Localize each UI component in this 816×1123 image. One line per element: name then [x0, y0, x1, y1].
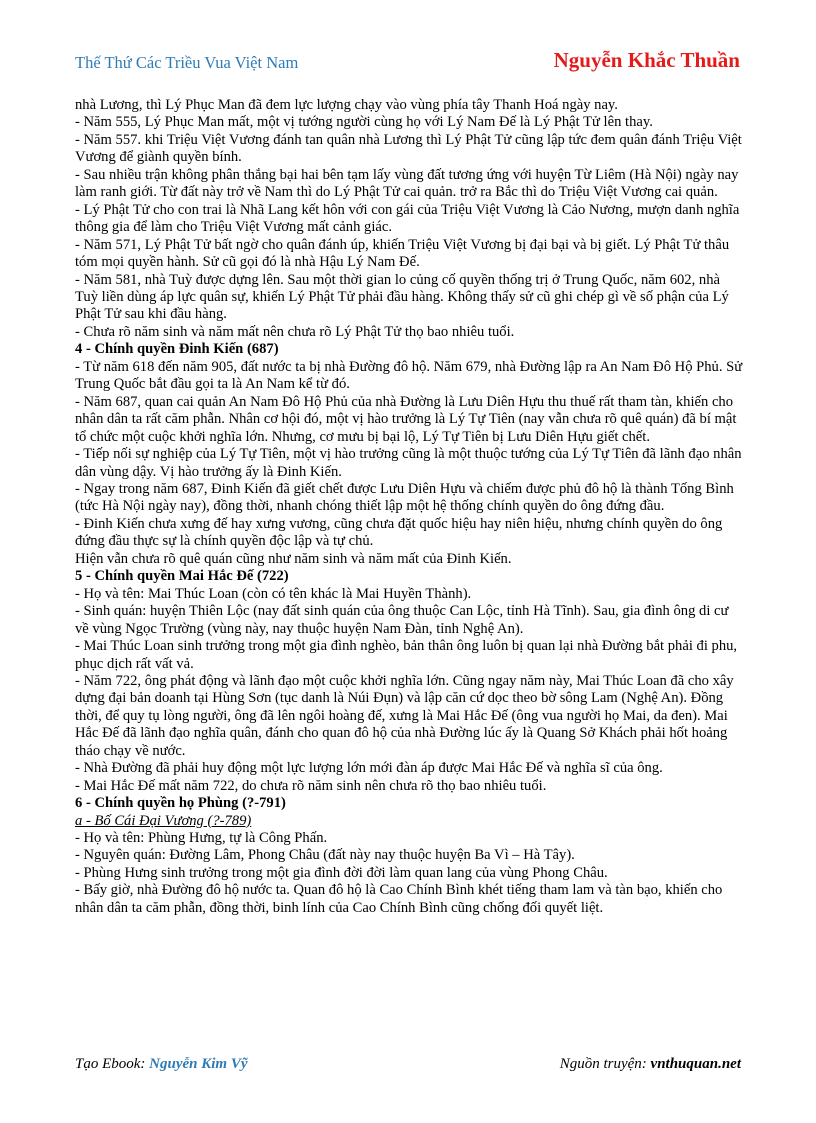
paragraph: - Tiếp nối sự nghiệp của Lý Tự Tiên, một vị hào trưởng cũng là một thuộc tướng của Lý Tự Tiên đã lãnh đạo nhân dân vùng dậy. Vị hào trưởng ấy là Đinh Kiến. [75, 446, 742, 480]
section-heading: 4 - Chính quyền Đinh Kiến (687) [75, 341, 279, 358]
section-heading: 6 - Chính quyền họ Phùng (?-791) [75, 795, 286, 812]
paragraph: - Từ năm 618 đến năm 905, đất nước ta bị nhà Đường đô hộ. Năm 679, nhà Đường lập ra An Nam Đô Hộ Phủ. Sử Trung Quốc bắt đầu gọi ta là An Nam kể từ đó. [75, 358, 743, 393]
paragraph: - Năm 722, ông phát động và lãnh đạo một cuộc khởi nghĩa lớn. Cũng ngay năm này, Mai Thúc Loan đã cho xây dựng đại bản doanh tại Hùng Sơn (tục danh là Núi Đụn) và lập căn cứ dọc theo bờ sông Lam (Nghệ An). Đồng thời, để quy tụ lòng người, ông đã lên ngôi hoàng đế, xưng là Mai Hắc Đế (ông vua người họ Mai, da đen). Mai Hắc Đế đã lãnh đạo nghĩa quân, đánh cho quan đô hộ của nhà Đường lúc ấy là Quang Sở Khách phải hốt hoảng tháo chạy về nước. [75, 672, 734, 759]
source-site: vnthuquan.net [650, 1056, 741, 1072]
source-label: Nguồn truyện [559, 1056, 642, 1072]
paragraph: - Sau nhiều trận không phân thắng bại hai bên tạm lấy vùng đất tương ứng với huyện Từ Liêm (Hà Nội) ngày nay làm ranh giới. Từ đất này trở về Nam thì do Lý Phật Tử cai quản. trở ra Bắc thì do Triệu Việt Vương cai quản. [75, 166, 739, 201]
paragraph: - Họ và tên: Phùng Hưng, tự là Công Phấn. [75, 830, 328, 847]
paragraph: Hiện vẫn chưa rõ quê quán cũng như năm sinh và năm mất của Đinh Kiến. [75, 550, 512, 567]
paragraph: - Họ và tên: Mai Thúc Loan (còn có tên khác là Mai Huyền Thành). [75, 585, 472, 602]
page-footer [75, 1056, 741, 1076]
source-separator: : [641, 1056, 651, 1072]
section-subheading: a - Bố Cái Đại Vương (?-789) [75, 812, 252, 829]
paragraph: - Đinh Kiến chưa xưng đế hay xưng vương, cũng chưa đặt quốc hiệu hay niên hiệu, nhưng chính quyền do ông đứng đầu thực sự là chính quyền độc lập và tự chủ. [75, 515, 723, 550]
paragraph: - Phùng Hưng sinh trưởng trong một gia đình đời đời làm quan lang của vùng Phong Châu. [75, 864, 608, 881]
paragraph: - Lý Phật Tử cho con trai là Nhã Lang kết hôn với con gái của Triệu Việt Vương là Cảo Nương, mượn danh nghĩa thông gia để làm cho Triệu Việt Vương mất cảnh giác. [75, 201, 740, 236]
paragraph: - Năm 555, Lý Phục Man mất, một vị tướng người cùng họ với Lý Nam Đế là Lý Phật Tử lên thay. [75, 114, 653, 131]
paragraph: nhà Lương, thì Lý Phục Man đã đem lực lượng chạy vào vùng phía tây Thanh Hoá ngày nay. [75, 97, 618, 113]
book-title: Thế Thứ Các Triều Vua Việt Nam [75, 53, 299, 72]
paragraph: - Bấy giờ, nhà Đường đô hộ nước ta. Quan đô hộ là Cao Chính Bình khét tiếng tham lam và tàn bạo, khiến cho nhân dân ta căm phẫn, đồng thời, binh lính của Cao Chính Bình cũng chống đối quyết liệt. [75, 882, 723, 916]
paragraph: - Sinh quán: huyện Thiên Lộc (nay đất sinh quán của ông thuộc Can Lộc, tỉnh Hà Tĩnh). Sau, gia đình ông di cư về vùng Ngọc Trường (vùng này, nay thuộc huyện Nam Đàn, tỉnh Nghệ An). [75, 603, 729, 637]
section-heading: 5 - Chính quyền Mai Hắc Đế (722) [75, 568, 289, 585]
source-credit [560, 1056, 741, 1073]
ebook-separator: : [140, 1056, 150, 1072]
paragraph: - Nguyên quán: Đường Lâm, Phong Châu (đất này nay thuộc huyện Ba Vì – Hà Tây). [75, 847, 575, 864]
paragraph: - Mai Hắc Đế mất năm 722, do chưa rõ năm sinh nên chưa rõ thọ bao nhiêu tuổi. [75, 777, 547, 794]
paragraph: - Nhà Đường đã phải huy động một lực lượng lớn mới đàn áp được Mai Hắc Đế và nghĩa sĩ của ông. [75, 760, 663, 777]
paragraph: - Ngay trong năm 687, Đinh Kiến đã giết chết được Lưu Diên Hựu và chiếm được phủ đô hộ là thành Tống Bình (tức Hà Nội ngày nay), đồng thời, nhanh chóng thiết lập một hệ thống chính quyền do ông đứng đầu. [75, 480, 734, 515]
ebook-creator-name: Nguyễn Kim Vỹ [149, 1056, 248, 1072]
page-header [75, 48, 740, 78]
paragraph: - Năm 571, Lý Phật Tử bất ngờ cho quân đánh úp, khiến Triệu Việt Vương bị đại bại và bị giết. Lý Phật Tử thâu tóm mọi quyền hành. Sử cũ gọi đó là nhà Hậu Lý Nam Đế. [75, 236, 730, 271]
paragraph: - Mai Thúc Loan sinh trưởng trong một gia đình nghèo, bản thân ông luôn bị quan lại nhà Đường bắt phải đi phu, phục dịch rất vất vả. [75, 638, 738, 672]
document-body [75, 97, 743, 917]
paragraph: - Năm 581, nhà Tuỳ được dựng lên. Sau một thời gian lo củng cố quyền thống trị ở Trung Quốc, năm 602, nhà Tuỳ liền dùng áp lực quân sự, khiến Lý Phật Tử phải đầu hàng. Không thấy sử cũ ghi chép gì về số phận của Lý Phật Tử sau khi đầu hàng. [75, 271, 729, 323]
paragraph: - Năm 557. khi Triệu Việt Vương đánh tan quân nhà Lương thì Lý Phật Tử cũng lập tức đem quân đánh Triệu Việt Vương để giành quyền bính. [75, 131, 742, 166]
paragraph: - Chưa rõ năm sinh và năm mất nên chưa rõ Lý Phật Tử thọ bao nhiêu tuổi. [75, 323, 515, 340]
author-name: Nguyễn Khắc Thuần [553, 48, 740, 72]
paragraph: - Năm 687, quan cai quản An Nam Đô Hộ Phủ của nhà Đường là Lưu Diên Hựu thu thuế rất tham tàn, khiến cho nhân dân ta rất căm phẫn. Nhân cơ hội đó, một vị hào trưởng là Lý Tự Tiên (nay vẫn chưa rõ quê quán) đã bí mật tổ chức một cuộc khởi nghĩa lớn. Nhưng, cơ mưu bị bại lộ, Lý Tự Tiên bị Lưu Diên Hựu giết chết. [75, 393, 737, 445]
ebook-label: Tạo Ebook [75, 1056, 141, 1072]
ebook-credit [75, 1056, 248, 1073]
